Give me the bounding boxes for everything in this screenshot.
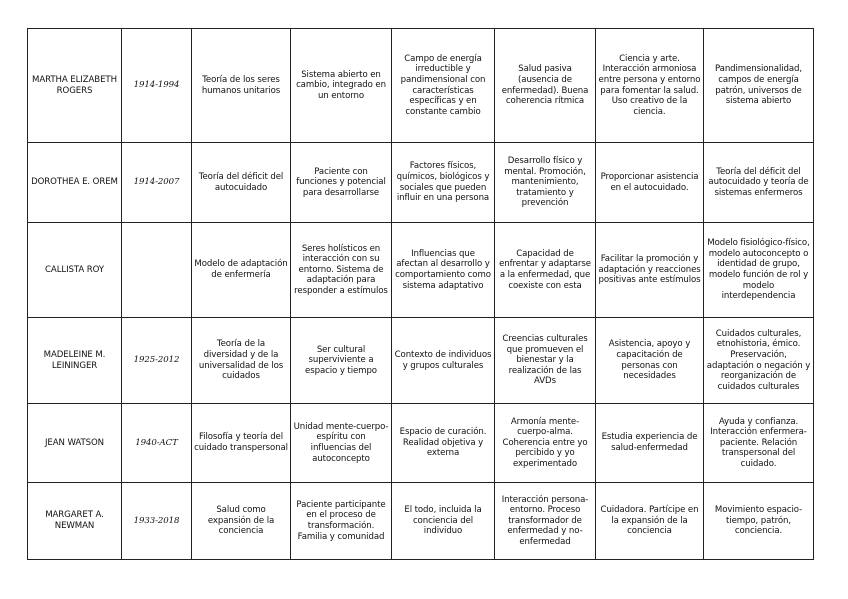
health-cell: Capacidad de enfrentar y adaptarse a la enfermedad, que coexiste con esta	[495, 223, 596, 318]
table-row	[28, 143, 814, 223]
person-cell: Ser cultural superviviente a espacio y tiempo	[291, 318, 392, 404]
environment-cell: Campo de energía irreductible y pandimensional con características específicas y en constante cambio	[392, 29, 495, 143]
concepts-cell: Modelo fisiológico-físico, modelo autoconcepto o identidad de grupo, modelo función de rol y modelo interdependencia	[704, 223, 814, 318]
health-cell: Interacción persona-entorno. Proceso transformador de enfermedad y no-enfermedad	[495, 483, 596, 560]
person-cell: Sistema abierto en cambio, integrado en un entorno	[291, 29, 392, 143]
theorist-years: 1940-ACT	[122, 404, 192, 483]
nursing-cell: Ciencia y arte. Interacción armoniosa entre persona y entorno para fomentar la salud. Uso creativo de la ciencia.	[596, 29, 704, 143]
theory-cell: Modelo de adaptación de enfermería	[192, 223, 291, 318]
person-cell: Paciente con funciones y potencial para desarrollarse	[291, 143, 392, 223]
theorist-years	[122, 223, 192, 318]
theory-cell: Salud como expansión de la conciencia	[192, 483, 291, 560]
theorist-name: MARGARET A. NEWMAN	[28, 483, 122, 560]
concepts-cell: Ayuda y confianza. Interacción enfermera-paciente. Relación transpersonal del cuidado.	[704, 404, 814, 483]
environment-cell: El todo, incluida la conciencia del individuo	[392, 483, 495, 560]
table-row	[28, 29, 814, 143]
concepts-cell: Pandimensionalidad, campos de energía patrón, universos de sistema abierto	[704, 29, 814, 143]
theory-cell: Teoría del déficit del autocuidado	[192, 143, 291, 223]
concepts-cell: Movimiento espacio-tiempo, patrón, conciencia.	[704, 483, 814, 560]
theorist-name: MADELEINE M. LEININGER	[28, 318, 122, 404]
theorist-years: 1925-2012	[122, 318, 192, 404]
nursing-theories-table	[27, 28, 814, 560]
theory-cell: Filosofía y teoría del cuidado transpersonal	[192, 404, 291, 483]
nursing-cell: Asistencia, apoyo y capacitación de personas con necesidades	[596, 318, 704, 404]
health-cell: Creencias culturales que promueven el bienestar y la realización de las AVDs	[495, 318, 596, 404]
nursing-cell: Estudia experiencia de salud-enfermedad	[596, 404, 704, 483]
health-cell: Desarrollo físico y mental. Promoción, mantenimiento, tratamiento y prevención	[495, 143, 596, 223]
theorist-name: JEAN WATSON	[28, 404, 122, 483]
person-cell: Unidad mente-cuerpo-espíritu con influencias del autoconcepto	[291, 404, 392, 483]
person-cell: Seres holísticos en interacción con su entorno. Sistema de adaptación para responder a estímulos	[291, 223, 392, 318]
theory-cell: Teoría de la diversidad y de la universalidad de los cuidados	[192, 318, 291, 404]
environment-cell: Espacio de curación. Realidad objetiva y externa	[392, 404, 495, 483]
theorist-name: MARTHA ELIZABETH ROGERS	[28, 29, 122, 143]
table-row	[28, 223, 814, 318]
table-row	[28, 483, 814, 560]
health-cell: Salud pasiva (ausencia de enfermedad). Buena coherencia rítmica	[495, 29, 596, 143]
environment-cell: Contexto de individuos y grupos culturales	[392, 318, 495, 404]
table-row	[28, 318, 814, 404]
theory-cell: Teoría de los seres humanos unitarios	[192, 29, 291, 143]
theorist-years: 1914-1994	[122, 29, 192, 143]
health-cell: Armonía mente-cuerpo-alma. Coherencia entre yo percibido y yo experimentado	[495, 404, 596, 483]
theorist-name: CALLISTA ROY	[28, 223, 122, 318]
theorist-years: 1933-2018	[122, 483, 192, 560]
concepts-cell: Teoría del déficit del autocuidado y teoría de sistemas enfermeros	[704, 143, 814, 223]
environment-cell: Influencias que afectan al desarrollo y comportamiento como sistema adaptativo	[392, 223, 495, 318]
theorist-name: DOROTHEA E. OREM	[28, 143, 122, 223]
nursing-cell: Facilitar la promoción y adaptación y reacciones positivas ante estímulos	[596, 223, 704, 318]
concepts-cell: Cuidados culturales, etnohistoria, émico. Preservación, adaptación o negación y reorganización de cuidados culturales	[704, 318, 814, 404]
theorist-years: 1914-2007	[122, 143, 192, 223]
table-row	[28, 404, 814, 483]
nursing-cell: Cuidadora. Partícipe en la expansión de la conciencia	[596, 483, 704, 560]
nursing-cell: Proporcionar asistencia en el autocuidado.	[596, 143, 704, 223]
person-cell: Paciente participante en el proceso de transformación. Familia y comunidad	[291, 483, 392, 560]
environment-cell: Factores físicos, químicos, biológicos y sociales que pueden influir en una persona	[392, 143, 495, 223]
